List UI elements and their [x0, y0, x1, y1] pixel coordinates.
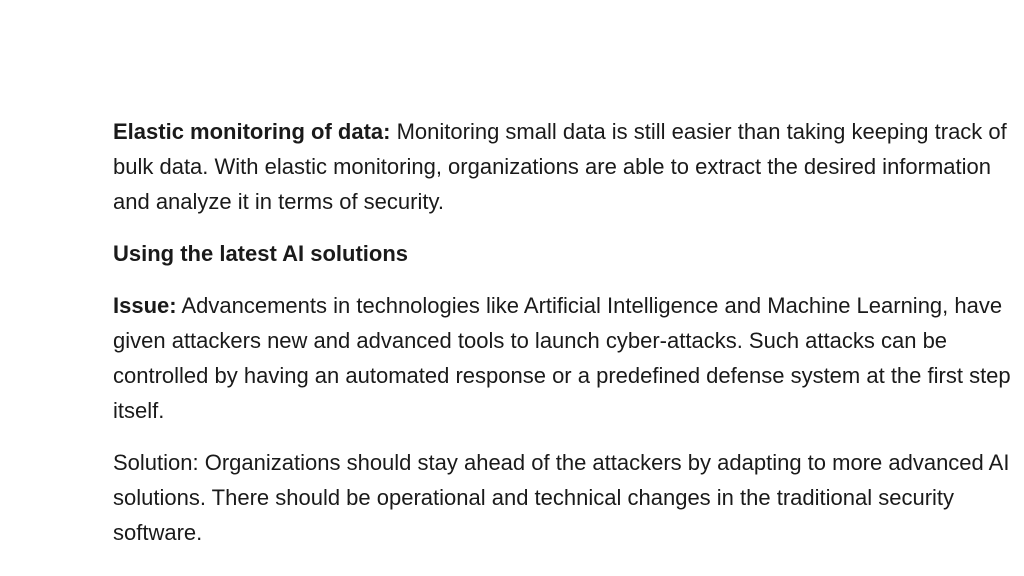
section-heading-ai-solutions: Using the latest AI solutions — [113, 241, 408, 266]
paragraph-text-issue: Advancements in technologies like Artificial Intelligence and Machine Learning, have given attackers new and advanced tools to launch cyber-attacks. Such attacks can be controlled by having an automated response or a predefined defense system at the first step itself. — [113, 293, 1011, 423]
paragraph-issue — [113, 288, 1013, 428]
paragraph-solution: Solution: Organizations should stay ahead of the attackers by adapting to more advanced AI solutions. There should be operational and technical changes in the traditional security software. — [113, 450, 1010, 545]
document-body — [113, 114, 1013, 567]
paragraph-elastic-monitoring — [113, 114, 1013, 219]
paragraph-lead-elastic-monitoring: Elastic monitoring of data: — [113, 119, 391, 144]
paragraph-text-elastic-monitoring: Monitoring small data is still easier than taking keeping track of bulk data. With elastic monitoring, organizations are able to extract the desired information and analyze it in terms of security. — [113, 119, 1007, 214]
paragraph-lead-issue: Issue: — [113, 293, 177, 318]
